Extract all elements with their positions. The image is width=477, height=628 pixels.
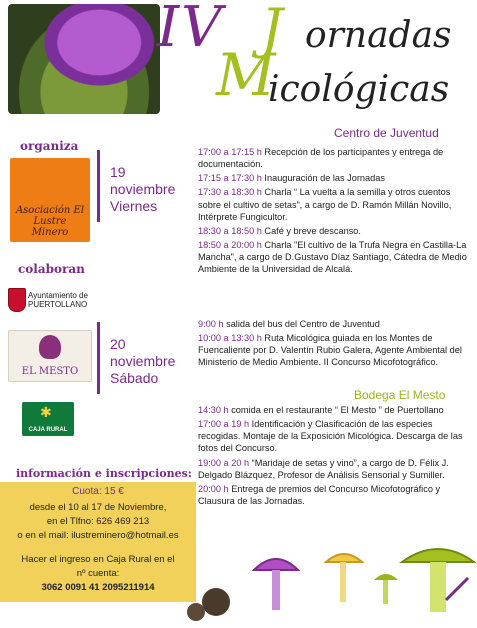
program-time: 19:00 a 20 h: [198, 457, 250, 468]
program-time: 17:15 a 17:30 h: [198, 173, 262, 184]
ayto-line2: PUERTOLLANO: [28, 300, 88, 310]
mushroom-illustrations: [176, 540, 476, 628]
ayto-line1: Ayuntamiento de: [28, 291, 88, 300]
organizer-logo-text: Asociación El Lustre Minero: [15, 205, 85, 238]
ayuntamiento-logo: [28, 291, 88, 309]
day2-program-b: [198, 404, 470, 507]
program-text: Ruta Micológica guiada en los Montes de Fuencaliente por D. Valentín Rubio Galera, Agente Ambiental del Ministerio de Medio Ambiente. II Concurso Micofotográfico.: [198, 333, 462, 368]
tree-icon: [39, 335, 61, 359]
day2-number: 20: [110, 336, 126, 352]
day2-bar: [97, 322, 100, 394]
info-line: desde el 10 al 17 de Noviembre,: [29, 502, 167, 513]
crest-icon: [8, 288, 26, 312]
el-mesto-text: EL MESTO: [21, 366, 79, 377]
program-time: 14:30 h: [198, 405, 229, 415]
program-time: 9:00 h: [198, 319, 224, 329]
program-text: Identificación y Clasificación de las especies recogidas. Montaje de la Exposición Micológica. Descarga de las fotos del Concurso.: [198, 419, 463, 454]
program-item: [198, 457, 470, 481]
program-item: [198, 483, 470, 507]
program-text: Inauguración de las Jornadas: [261, 173, 385, 184]
program-item: [198, 225, 470, 237]
program-item: [198, 146, 470, 170]
day1-month: noviembre: [110, 180, 176, 197]
day1-heading: [110, 164, 175, 214]
caja-rural-logo: [22, 402, 74, 436]
program-item: [198, 332, 470, 368]
day1-program: [198, 146, 470, 275]
day2-program-a: [198, 318, 470, 369]
day1-weekday: Viernes: [110, 197, 158, 214]
program-item: [198, 239, 470, 275]
program-text: salida del bus del Centro de Juventud: [223, 319, 380, 329]
program-item: [198, 172, 470, 184]
green-mushroom-icon: [374, 574, 398, 604]
day1-number: 19: [110, 164, 126, 180]
wheat-icon: ✱: [40, 404, 52, 420]
program-time: 18:30 a 18:50 h: [198, 225, 262, 236]
day1-bar: [97, 150, 100, 222]
colaboran-heading: colaboran: [18, 262, 85, 276]
program-text: Charla “ La vuelta a la semilla y otros cuentos sobre el cultivo de setas”, a cargo de D. Ramón Millán Novillo, Intérprete Fungicultor.: [198, 187, 452, 222]
program-time: 10:00 a 13:30 h: [198, 333, 262, 344]
program-text: comida en el restaurante “ El Mesto ” de Puertollano: [228, 405, 444, 415]
program-item: [198, 418, 470, 454]
title-m-initial: M: [216, 41, 276, 109]
info-line: en el Tlfno: 626 469 213: [46, 516, 150, 527]
info-line: Hacer el ingreso en Caja Rural en el: [21, 554, 175, 565]
program-time: 20:00 h: [198, 483, 229, 494]
venue-label: Centro de Juventud: [334, 126, 439, 140]
program-item: [198, 318, 470, 330]
title-j-initial: J: [261, 0, 283, 60]
purple-mushroom-icon: [254, 559, 298, 610]
program-item: [198, 186, 470, 222]
program-time: 17:30 a 18:30 h: [198, 187, 262, 198]
bodega-label: Bodega El Mesto: [354, 388, 446, 402]
info-heading: información e inscripciones:: [16, 467, 192, 480]
day2-heading: [110, 336, 175, 386]
mushroom-photo: [8, 4, 160, 114]
truffle-icon: [187, 588, 230, 621]
account-number: 3062 0091 41 2095211914: [41, 582, 155, 593]
program-time: 18:50 a 20:00 h: [198, 239, 262, 250]
program-item: [198, 404, 470, 416]
day2-weekday: Sábado: [110, 369, 159, 386]
program-text: Café y breve descanso.: [261, 225, 361, 236]
program-text: Entrega de premios del Concurso Micofotográfico y Clausura de las Jornadas.: [198, 483, 441, 506]
organiza-heading: organiza: [20, 139, 79, 153]
program-text: Recepción de los participantes y entrega de documentación.: [198, 147, 444, 170]
info-email[interactable]: o en el mail: ilustreminero@hotmail.es: [17, 530, 179, 541]
title-jornadas: ornadas: [305, 15, 452, 56]
program-time: 17:00 a 19 h: [198, 419, 250, 430]
organizer-logo: [10, 158, 90, 242]
fee-text: Cuota: 15 €: [72, 486, 124, 497]
program-text: Charla "El cultivo de la Trufa Negra en Castilla-La Mancha", a cargo de D.Gustavo Díaz Santiago, Cátedra de Medio Ambiente de la Universidad de Alcalá.: [198, 239, 467, 275]
program-time: 17:00 a 17:15 h: [198, 147, 262, 157]
el-mesto-logo: [8, 330, 92, 382]
tall-mushroom-icon: [326, 554, 362, 602]
big-green-mushroom-icon: [402, 549, 474, 612]
caja-rural-text: CAJA RURAL: [28, 427, 68, 433]
day2-month: noviembre: [110, 352, 176, 369]
program-text: “Maridaje de setas y vino”, a cargo de D. Félix J. Delgado Blázquez, Profesor de Análisis Sensorial y Sumiller.: [198, 457, 449, 480]
info-line: nº cuenta:: [76, 568, 120, 579]
title-micologicas: icológicas: [268, 69, 450, 110]
title-edition: IV: [157, 0, 224, 60]
info-box: [0, 482, 196, 602]
